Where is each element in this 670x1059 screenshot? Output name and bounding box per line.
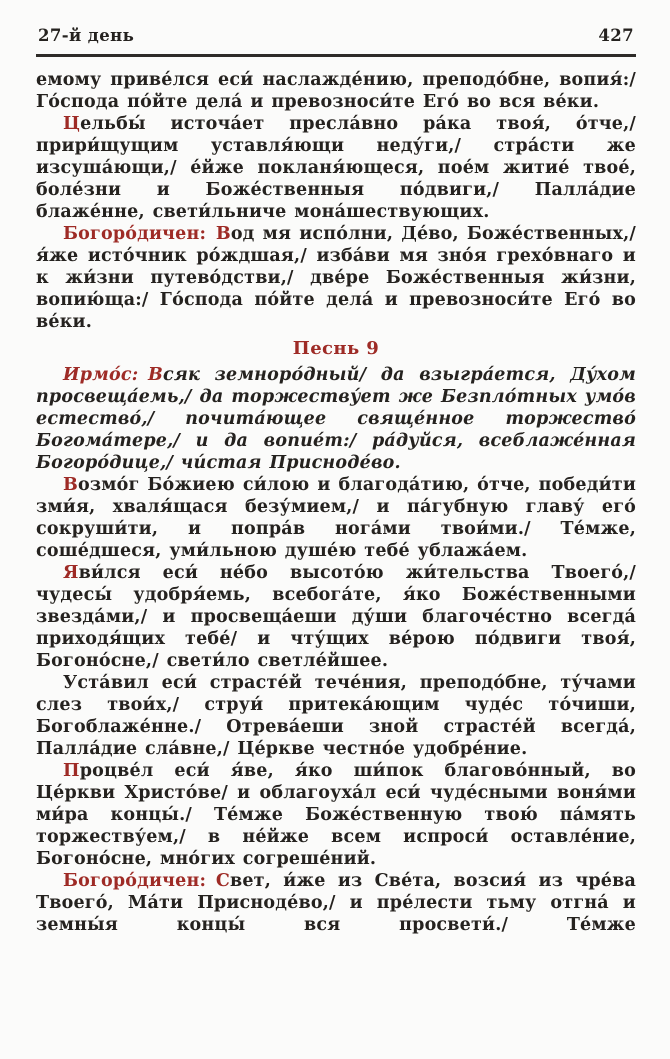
initial-letter: Ц: [63, 113, 81, 134]
header-rule: [36, 54, 636, 57]
initial-letter: В: [215, 223, 231, 244]
paragraph-irmos: [36, 364, 636, 474]
initial-letter: Я: [63, 562, 79, 583]
hymn-heading: Песнь 9: [292, 337, 380, 359]
paragraph-troparion: [36, 474, 636, 562]
paragraph-text: роцве́л еси́ я́ве, я́ко ши́пок благово́нный, во Це́ркви Христо́ве/ и облагоуха́л еси́ чуде́сными воня́ми ми́ра концы́./ Те́мже Боже́ственную твою́ па́мять торжеству́ем,/ в не́йже всем испроси́ оставле́ние, Богоно́сне, мно́гих согреше́ний.: [36, 760, 636, 869]
paragraph-theotokion: [36, 223, 636, 333]
paragraph-text: Уста́вил еси́ страсте́й тече́ния, преподо́бне, ту́чами слез твои́х,/ струи́ притека́ющим чуде́с то́чиши, Богоблаже́нне./ Отрева́еши зной страсте́й всегда́, Палла́дие сла́вне,/ Це́ркве честно́е удобре́ние.: [36, 672, 636, 759]
running-head: 27-й день: [38, 26, 135, 45]
paragraph-troparion: [36, 562, 636, 672]
initial-letter: П: [63, 760, 80, 781]
page-body: [36, 69, 636, 936]
initial-letter: В: [148, 364, 164, 385]
paragraph-troparion: [36, 760, 636, 870]
paragraph-troparion: [36, 672, 636, 760]
page-header: [36, 26, 636, 45]
initial-letter: С: [215, 870, 230, 891]
paragraph-text: емому приве́лся еси́ наслажде́нию, преподо́бне, вопия́:/ Го́спода по́йте дела́ и превозноси́те Его́ во вся ве́ки.: [36, 69, 636, 112]
initial-letter: В: [63, 474, 78, 495]
paragraph-text: сяк земноро́дный/ да взыгра́ется, Ду́хом просвеща́емь,/ да торжеству́ет же Безпло́тных умо́в естество́,/ почита́ющее свяще́нное торжество́ Богома́тере,/ и да вопие́т:/ ра́дуйся, всеблаже́нная Богоро́дице,/ чи́стая Присноде́во.: [36, 364, 636, 473]
paragraph-text: од мя испо́лни, Де́во, Боже́ственных,/ я́же исто́чник ро́ждшая,/ изба́ви мя зно́я грехо́внаго и к жи́зни путево́дстви,/ две́ре Боже́ственныя жи́зни, вопию́ща:/ Го́спода по́йте дела́ и превозноси́те Его́ во ве́ки.: [36, 223, 636, 332]
paragraph-continuation: [36, 69, 636, 113]
rubric-label: Ирмо́с:: [63, 364, 139, 385]
paragraph-theotokion: [36, 870, 636, 936]
paragraph-text: вет, и́же из Све́та, возсия́ из чре́ва Твоего́, Ма́ти Присноде́во,/ и пре́лести тьму отгна́ и земны́я концы́ вся просвети́./ Те́мже: [36, 870, 636, 935]
paragraph-troparion: [36, 113, 636, 223]
paragraph-text: ви́лся еси́ не́бо высото́ю жи́тельства Твоего́,/ чудесы́ удобря́емь, всебога́те, я́ко Боже́ственными звезда́ми,/ и просвеща́еши ду́ши благоче́стно всегда́ приходя́щих тебе́/ и чту́щих ве́рою по́двиги твоя́, Богоно́сне,/ свети́ло светле́йшее.: [36, 562, 636, 671]
paragraph-text: озмо́г Бо́жиею си́лою и благода́тию, о́тче, победи́ти зми́я, хваля́щася безу́мием,/ и па́губную главу́ его́ сокруши́ти, и попра́в нога́ми твои́ми./ Те́мже, соше́дшеся, уми́льною душе́ю тебе́ ублажа́ем.: [36, 474, 636, 561]
page-number: 427: [598, 26, 634, 45]
rubric-label: Богоро́дичен:: [63, 223, 207, 244]
paragraph-text: ельбы́ источа́ет пресла́вно ра́ка твоя́, о́тче,/ прири́щущим уставля́ющи неду́ги,/ стра́сти же изсуша́ющи,/ е́йже покланя́ющеся, пое́м житие́ твое́, боле́зни и Боже́ственныя по́двиги,/ Палла́дие блаже́нне, свети́льниче мона́шествующих.: [36, 113, 636, 222]
rubric-label: Богоро́дичен:: [63, 870, 207, 891]
